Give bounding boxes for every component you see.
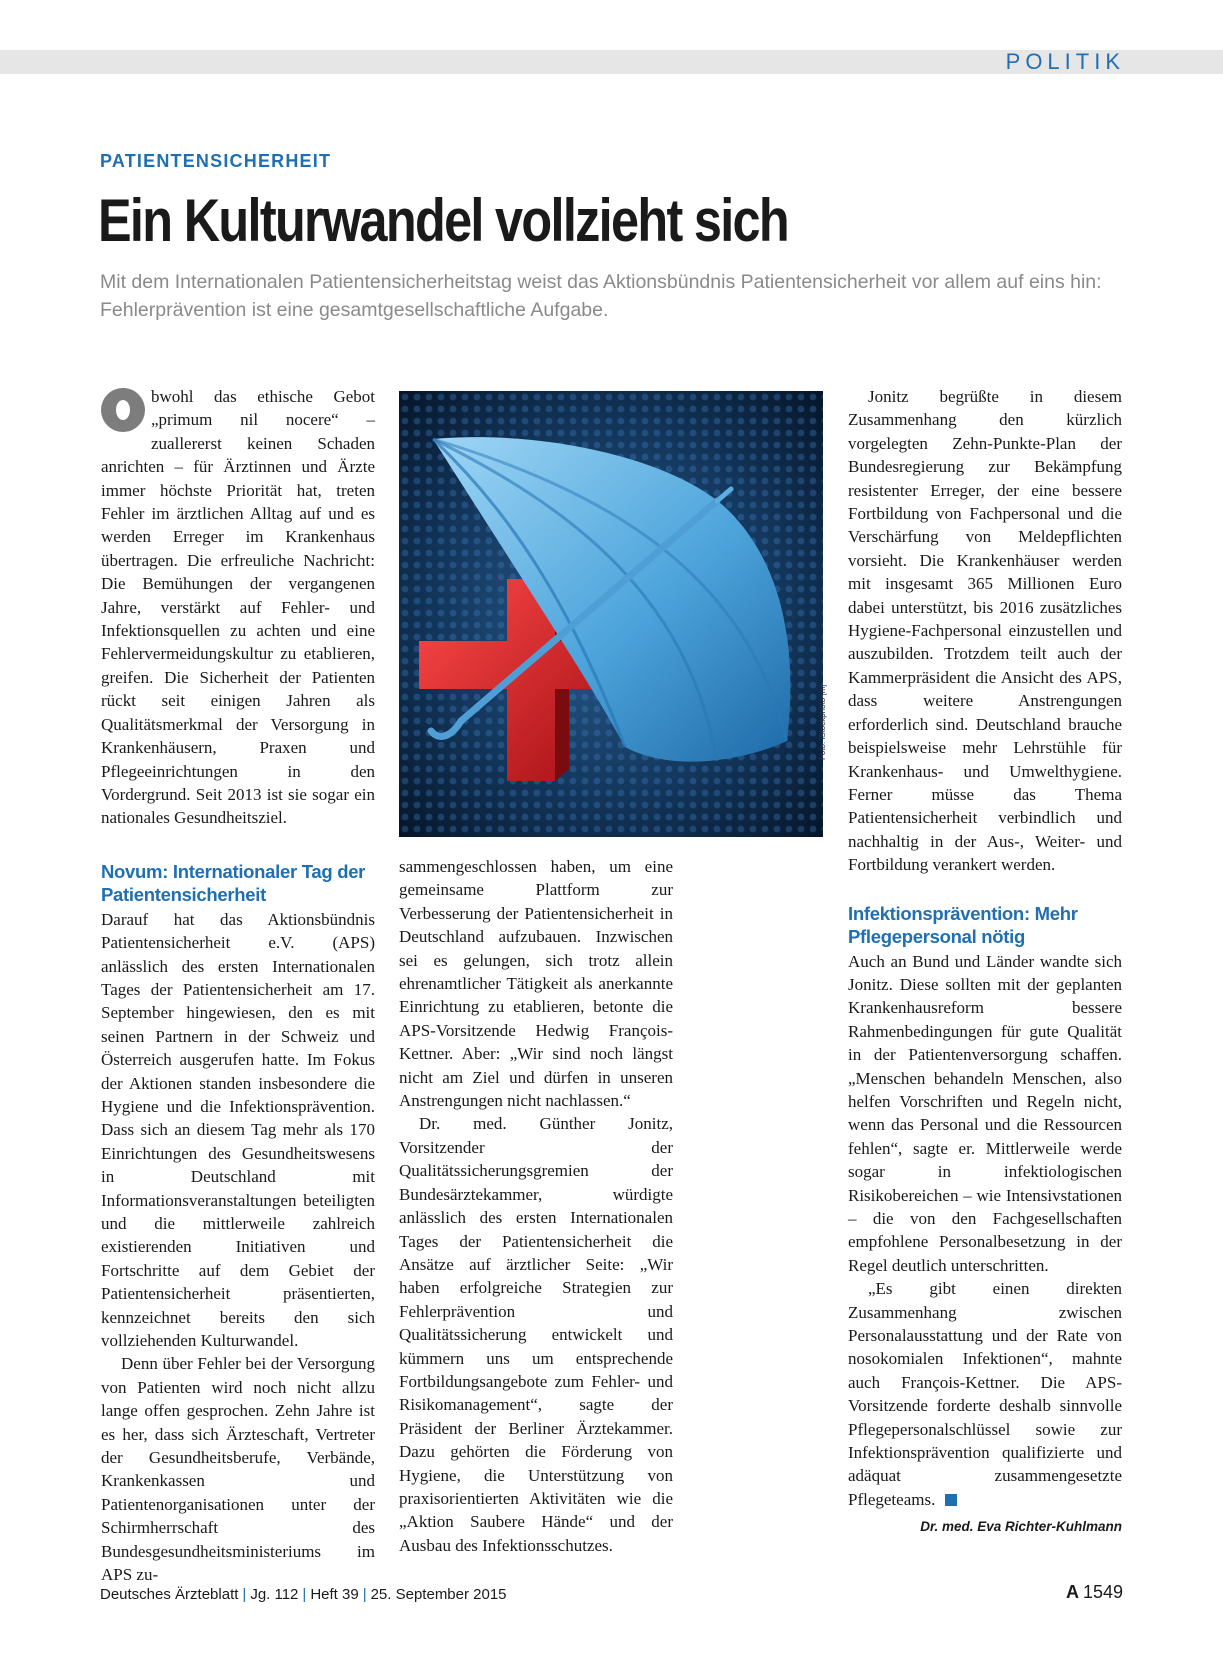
column-3 — [848, 385, 1122, 1539]
umbrella-cross-illustration — [399, 391, 823, 837]
page-number — [1066, 1582, 1123, 1603]
paragraph-text: „Es gibt einen direkten Zusammenhang zwischen Personalausstattung und der Rate von nosokomialen Infektionen“, mahnte auch François-Kettner. Die APS-Vorsitzende forderte deshalb sinnvolle Pflegepersonalschlüssel sowie zur Infektionsprävention qualifizierte und adäquat zusammengesetzte Pflegeteams. — [848, 1279, 1122, 1509]
paragraph: Dr. med. Günther Jonitz, Vorsitzender der Qualitätssicherungsgremien der Bundesärztekammer, würdigte anlässlich des ersten Internationalen Tages der Patientensicherheit die Ansätze auf ärztlicher Seite: „Wir haben erfolgreiche Strategien zur Fehlerprävention und Qualitätssicherung entwickelt und kümmern uns um entsprechende Fortbildungsangebote zum Fehler- und Risikomanagement“, sagte der Präsident der Berliner Ärztekammer. Dazu gehörten die Förderung von Hygiene, die Unterstützung von praxisorientierten Aktivitäten wie die „Aktion Saubere Hände“ und der Ausbau des Infektionsschutzes. — [399, 1114, 673, 1555]
issue-date: 25. September 2015 — [370, 1586, 507, 1603]
subheading: Infektionsprävention: Mehr Pflegepersonal nötig — [848, 902, 1078, 947]
paragraph: Jonitz begrüßte in diesem Zusammenhang den kürzlich vorgelegten Zehn-Punkte-Plan der Bundesregierung zur Bekämpfung resistenter Erreger, der eine bessere Fortbildung von Fachpersonal und die Verschärfung von Meldepflichten vorsieht. Die Krankenhäuser werden mit insgesamt 365 Millionen Euro dabei unterstützt, bis 2016 zusätzliches Hygiene-Fachpersonal einzustellen und auszubilden. Trotzdem teilt auch der Kammerpräsident die Ansicht des APS, dass weitere Anstrengungen erforderlich sind. Deutschland brauche beispielsweise mehr Lehrstühle für Krankenhaus- und Umwelthygiene. Ferner müsse das Thema Patientensicherheit verbindlich und nachhaltig in der Aus-, Weiter- und Fortbildung verankert werden. — [848, 387, 1122, 875]
image-credit: Foto: iStockphoto [m] — [818, 684, 827, 760]
issue: Heft 39 — [310, 1586, 359, 1603]
paragraph-text: bwohl das ethische Gebot „primum nil nocere“ – zuallererst keinen Schaden anrichten – für Ärztinnen und Ärzte immer höchste Priorität hat, treten Fehler im ärztlichen Alltag auf und es werden Erreger im Krankenhaus übertragen. Die erfreuliche Nachricht: Die Bemühungen der vergangenen Jahre, verstärkt auf Fehler- und Infektionsquellen zu achten und eine Fehlervermeidungskultur zu etablieren, greifen. Die Sicherheit der Patienten rückt seit einigen Jahren als Qualitätsmerkmal der Versorgung in Krankenhäusern, Praxen und Pflegeeinrichtungen in den Vordergrund. Seit 2013 ist sie sogar ein nationales Gesundheitsziel. — [101, 387, 375, 828]
paragraph: Denn über Fehler bei der Versorgung von Patienten wird noch nicht allzu lange offen gesprochen. Zehn Jahre ist es her, dass sich Ärzteschaft, Vertreter der Gesundheitsberufe, Verbände, Krankenkassen und Patientenorganisationen unter der Schirmherrschaft des Bundesgesundheitsministeriums im APS zu- — [101, 1354, 375, 1585]
page-prefix: A — [1065, 1582, 1079, 1602]
separator: | — [242, 1586, 247, 1603]
journal-name: Deutsches Ärzteblatt — [100, 1586, 239, 1603]
subheading: Novum: Internationaler Tag der Patientensicherheit — [101, 860, 366, 905]
paragraph: Darauf hat das Aktionsbündnis Patientensicherheit e.V. (APS) anlässlich des ersten Internationalen Tages der Patientensicherheit am 17. September hingewiesen, den es mit seinen Partnern in der Schweiz und Österreich ausgerufen hatte. Im Fokus der Aktionen standen insbesondere die Hygiene und die Infektionsprävention. Dass sich an diesem Tag mehr als 170 Einrichtungen des Gesundheitswesens in Deutschland mit Informationsveranstaltungen beteiligten und die mittlerweile zahlreich existierenden Initiativen und Fortschritte auf dem Gebiet der Patientensicherheit präsentierten, kennzeichnet bereits den sich vollziehenden Kulturwandel. — [101, 909, 375, 1351]
volume: Jg. 112 — [250, 1586, 299, 1603]
separator: | — [362, 1586, 367, 1603]
section-label: POLITIK — [1005, 49, 1125, 74]
page-number-value: 1549 — [1082, 1582, 1123, 1602]
paragraph — [101, 385, 375, 830]
drop-cap-o — [101, 388, 145, 432]
article-kicker: PATIENTENSICHERHEIT — [100, 151, 332, 171]
footer-citation — [100, 1586, 507, 1603]
article-title: Ein Kulturwandel vollzieht sich — [98, 187, 789, 254]
column-1 — [101, 385, 375, 1587]
author-byline: Dr. med. Eva Richter-Kuhlmann — [920, 1519, 1122, 1535]
paragraph: sammengeschlossen haben, um eine gemeinsame Plattform zur Verbesserung der Patientensicherheit in Deutschland aufzubauen. Inzwischen sei es gelungen, sich trotz allein ehrenamtlicher Tätigkeit als anerkannte Einrichtung zu etablieren, betonte die APS-Vorsitzende Hedwig François-Kettner. Aber: „Wir sind noch längst nicht am Ziel und dürfen in unseren Anstrengungen nicht nachlassen.“ — [399, 857, 673, 1111]
paragraph — [848, 1277, 1122, 1511]
separator: | — [302, 1586, 307, 1603]
end-mark-icon — [945, 1494, 957, 1506]
paragraph: Auch an Bund und Länder wandte sich Jonitz. Diese sollten mit der geplanten Krankenhausreform bessere Rahmenbedingungen für gute Qualität in der Patientenversorgung schaffen. „Menschen behandeln Menschen, also helfen Vorschriften und Regeln nicht, wenn das Personal und die Ressourcen fehlen“, sagte er. Mittlerweile werde sogar in infektiologischen Risikobereichen – wie Intensivstationen – die von den Fachgesellschaften empfohlene Personalbesetzung in der Regel deutlich unterschritten. — [848, 951, 1122, 1275]
article-lead: Mit dem Internationalen Patientensicherheitstag weist das Aktionsbündnis Patientensicherheit vor allem auf eins hin: Fehlerprävention ist eine gesamtgesellschaftliche Aufgabe. — [100, 271, 1102, 321]
illustration-svg — [399, 391, 823, 837]
column-2 — [399, 855, 673, 1557]
